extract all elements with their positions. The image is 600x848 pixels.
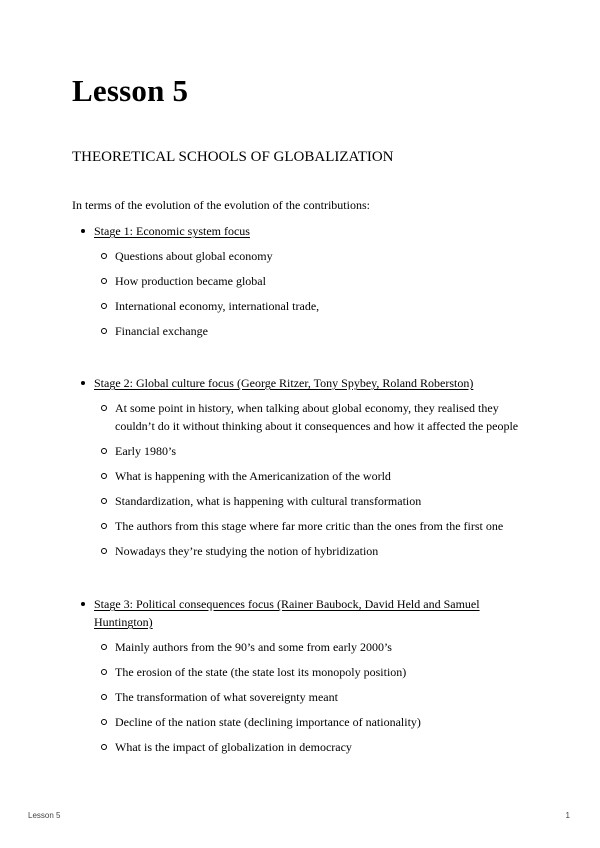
list-item: What is happening with the Americanization of the world bbox=[80, 467, 530, 485]
stage-bullet bbox=[80, 222, 530, 240]
list-item: Questions about global economy bbox=[80, 247, 530, 265]
stage-bullet bbox=[80, 374, 530, 392]
stage-label: Stage 3: Political consequences focus (Rainer Baubock, David Held and Samuel Huntington) bbox=[94, 597, 480, 629]
list-item: Standardization, what is happening with cultural transformation bbox=[80, 492, 530, 510]
stage-label: Stage 2: Global culture focus (George Ritzer, Tony Spybey, Roland Roberston) bbox=[94, 376, 474, 390]
page-title: Lesson 5 bbox=[72, 73, 189, 108]
section-heading: THEORETICAL SCHOOLS OF GLOBALIZATION bbox=[72, 149, 394, 165]
stage-section bbox=[80, 374, 530, 560]
list-item: Financial exchange bbox=[80, 322, 530, 340]
stage-section bbox=[80, 595, 530, 756]
intro-paragraph: In terms of the evolution of the evolution of the contributions: bbox=[72, 198, 370, 212]
list-item: International economy, international trade, bbox=[80, 297, 530, 315]
sub-bullet-list bbox=[80, 247, 530, 340]
list-item: Decline of the nation state (declining importance of nationality) bbox=[80, 713, 530, 731]
page-number: 1 bbox=[565, 811, 570, 820]
list-item: The authors from this stage where far more critic than the ones from the first one bbox=[80, 517, 530, 535]
stage-bullet bbox=[80, 595, 530, 631]
stage-section bbox=[80, 222, 530, 340]
list-item: Mainly authors from the 90’s and some from early 2000’s bbox=[80, 638, 530, 656]
list-item: Nowadays they’re studying the notion of hybridization bbox=[80, 542, 530, 560]
sub-bullet-list bbox=[80, 638, 530, 756]
list-item: Early 1980’s bbox=[80, 442, 530, 460]
list-item: What is the impact of globalization in democracy bbox=[80, 738, 530, 756]
list-item: The erosion of the state (the state lost its monopoly position) bbox=[80, 663, 530, 681]
list-item: How production became global bbox=[80, 272, 530, 290]
sub-bullet-list bbox=[80, 399, 530, 560]
list-item: At some point in history, when talking about global economy, they realised they couldn’t do it without thinking about it consequences and how it affected the people bbox=[80, 399, 530, 435]
list-item: The transformation of what sovereignty meant bbox=[80, 688, 530, 706]
footer-label: Lesson 5 bbox=[28, 811, 61, 820]
stage-label: Stage 1: Economic system focus bbox=[94, 224, 250, 238]
